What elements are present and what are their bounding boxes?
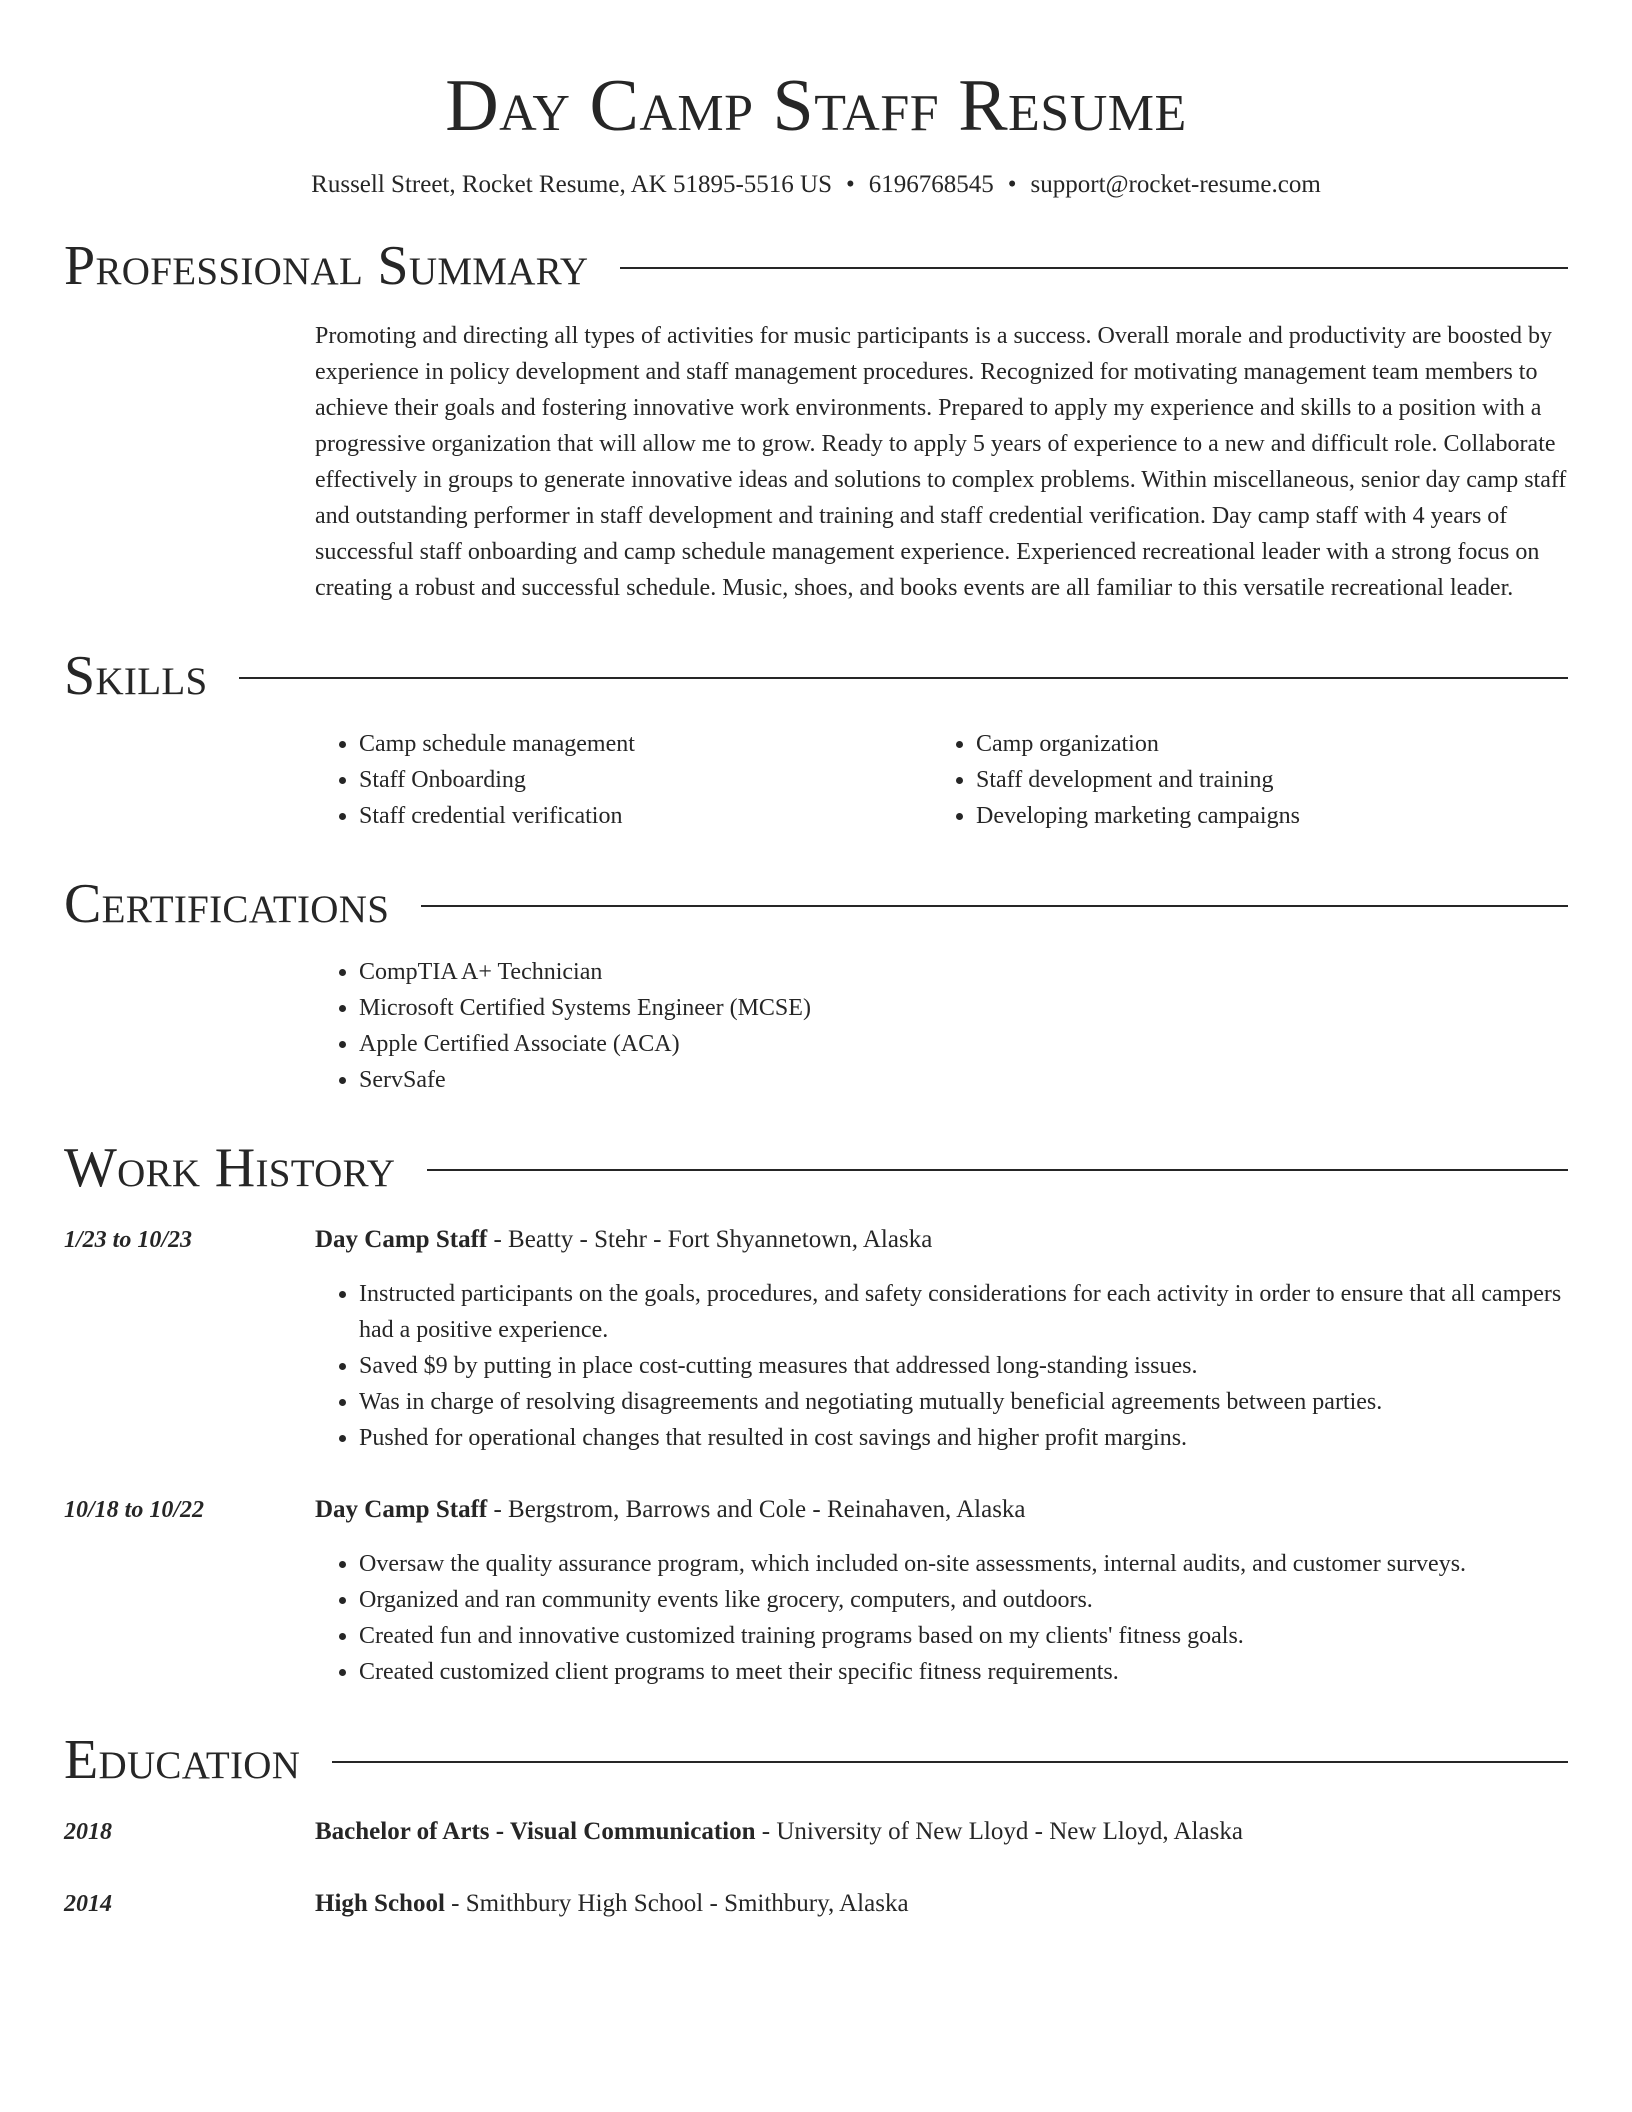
- contact-email: support@rocket-resume.com: [1030, 171, 1321, 198]
- certification-item: • Microsoft Certified Systems Engineer (MCSE): [359, 990, 1568, 1026]
- skill-item: • Staff development and training: [976, 762, 1549, 798]
- job-title: Day Camp Staff: [315, 1496, 488, 1523]
- education-details: - University of New Lloyd - New Lloyd, Alaska: [755, 1818, 1243, 1845]
- certification-item: • Apple Certified Associate (ACA): [359, 1026, 1568, 1062]
- job-title: Day Camp Staff: [315, 1226, 488, 1253]
- contact-address: Russell Street, Rocket Resume, AK 51895-5516 US: [311, 171, 832, 198]
- skill-item: • Staff credential verification: [359, 798, 932, 834]
- education-details: - Smithbury High School - Smithbury, Alaska: [444, 1890, 909, 1917]
- job-bullets: [315, 1546, 1568, 1690]
- resume-title: Day Camp Staff Resume: [445, 65, 1187, 147]
- section-rule: [427, 1169, 1568, 1171]
- section-rule: [332, 1761, 1568, 1763]
- contact-separator: •: [1007, 171, 1017, 198]
- education-year: 2018: [64, 1819, 112, 1845]
- job-dates: 10/18 to 10/22: [64, 1497, 205, 1523]
- skill-item: • Camp schedule management: [359, 726, 932, 762]
- job-details: - Bergstrom, Barrows and Cole - Reinahaven, Alaska: [487, 1496, 1026, 1523]
- education-year: 2014: [64, 1891, 112, 1917]
- job-bullet: • Saved $9 by putting in place cost-cutting measures that addressed long-standing issues.: [359, 1348, 1568, 1384]
- section-header-education: [64, 1728, 1568, 1792]
- skills-column-left: [315, 726, 932, 834]
- section-rule: [421, 905, 1568, 907]
- job-heading: [315, 1222, 1568, 1258]
- job-bullet: • Was in charge of resolving disagreements and negotiating mutually beneficial agreements between parties.: [359, 1384, 1568, 1420]
- job-bullet: • Created customized client programs to meet their specific fitness requirements.: [359, 1654, 1568, 1690]
- contact-separator: •: [845, 171, 855, 198]
- job-entry: [64, 1222, 1568, 1456]
- job-bullets: [315, 1276, 1568, 1456]
- job-bullet: • Oversaw the quality assurance program, which included on-site assessments, internal audits, and customer surveys.: [359, 1546, 1568, 1582]
- certification-item: • ServSafe: [359, 1062, 1568, 1098]
- summary-text: Promoting and directing all types of activities for music participants is a success. Overall morale and productivity are boosted by experience in policy development and staff management procedures. Recognized for motivating management team members to achieve their goals and fostering innovative work environments. Prepared to apply my experience and skills to a position with a progressive organization that will allow me to grow. Ready to apply 5 years of experience to a new and difficult role. Collaborate effectively in groups to generate innovative ideas and solutions to complex problems. Within miscellaneous, senior day camp staff and outstanding performer in staff development and training and staff credential verification. Day camp staff with 4 years of successful staff onboarding and camp schedule management experience. Experienced recreational leader with a strong focus on creating a robust and successful schedule. Music, shoes, and books events are all familiar to this versatile recreational leader.: [315, 323, 1567, 601]
- contact-line: [64, 168, 1568, 202]
- section-rule: [239, 677, 1568, 679]
- education-entry: [64, 1814, 1568, 1850]
- certification-item: • CompTIA A+ Technician: [359, 954, 1568, 990]
- job-bullet: • Organized and ran community events like grocery, computers, and outdoors.: [359, 1582, 1568, 1618]
- section-title-summary: Professional Summary: [64, 235, 589, 297]
- section-header-work: [64, 1136, 1568, 1200]
- education-heading: [315, 1814, 1243, 1850]
- job-entry: [64, 1492, 1568, 1690]
- section-header-summary: [64, 234, 1568, 298]
- job-dates: 1/23 to 10/23: [64, 1227, 193, 1253]
- job-bullet: • Created fun and innovative customized training programs based on my clients' fitness goals.: [359, 1618, 1568, 1654]
- section-title-work: Work History: [64, 1137, 396, 1199]
- resume-page: [64, 0, 1568, 1922]
- section-rule: [620, 267, 1568, 269]
- skills-list: [315, 726, 1568, 834]
- education-degree: Bachelor of Arts - Visual Communication: [315, 1818, 756, 1845]
- section-header-certifications: [64, 872, 1568, 936]
- education-heading: [315, 1886, 909, 1922]
- skills-column-right: [932, 726, 1549, 834]
- section-title-education: Education: [64, 1729, 301, 1791]
- skill-item: • Staff Onboarding: [359, 762, 932, 798]
- section-header-skills: [64, 644, 1568, 708]
- job-details: - Beatty - Stehr - Fort Shyannetown, Alaska: [487, 1226, 933, 1253]
- education-degree: High School: [315, 1890, 445, 1917]
- section-title-certifications: Certifications: [64, 873, 390, 935]
- skill-item: • Camp organization: [976, 726, 1549, 762]
- job-bullet: • Instructed participants on the goals, procedures, and safety considerations for each activity in order to ensure that all campers had a positive experience.: [359, 1276, 1568, 1348]
- skill-item: • Developing marketing campaigns: [976, 798, 1549, 834]
- section-title-skills: Skills: [64, 645, 208, 707]
- contact-phone: 6196768545: [868, 171, 994, 198]
- certifications-list: [315, 954, 1568, 1098]
- education-entry: [64, 1886, 1568, 1922]
- job-heading: [315, 1492, 1568, 1528]
- job-bullet: • Pushed for operational changes that resulted in cost savings and higher profit margins.: [359, 1420, 1568, 1456]
